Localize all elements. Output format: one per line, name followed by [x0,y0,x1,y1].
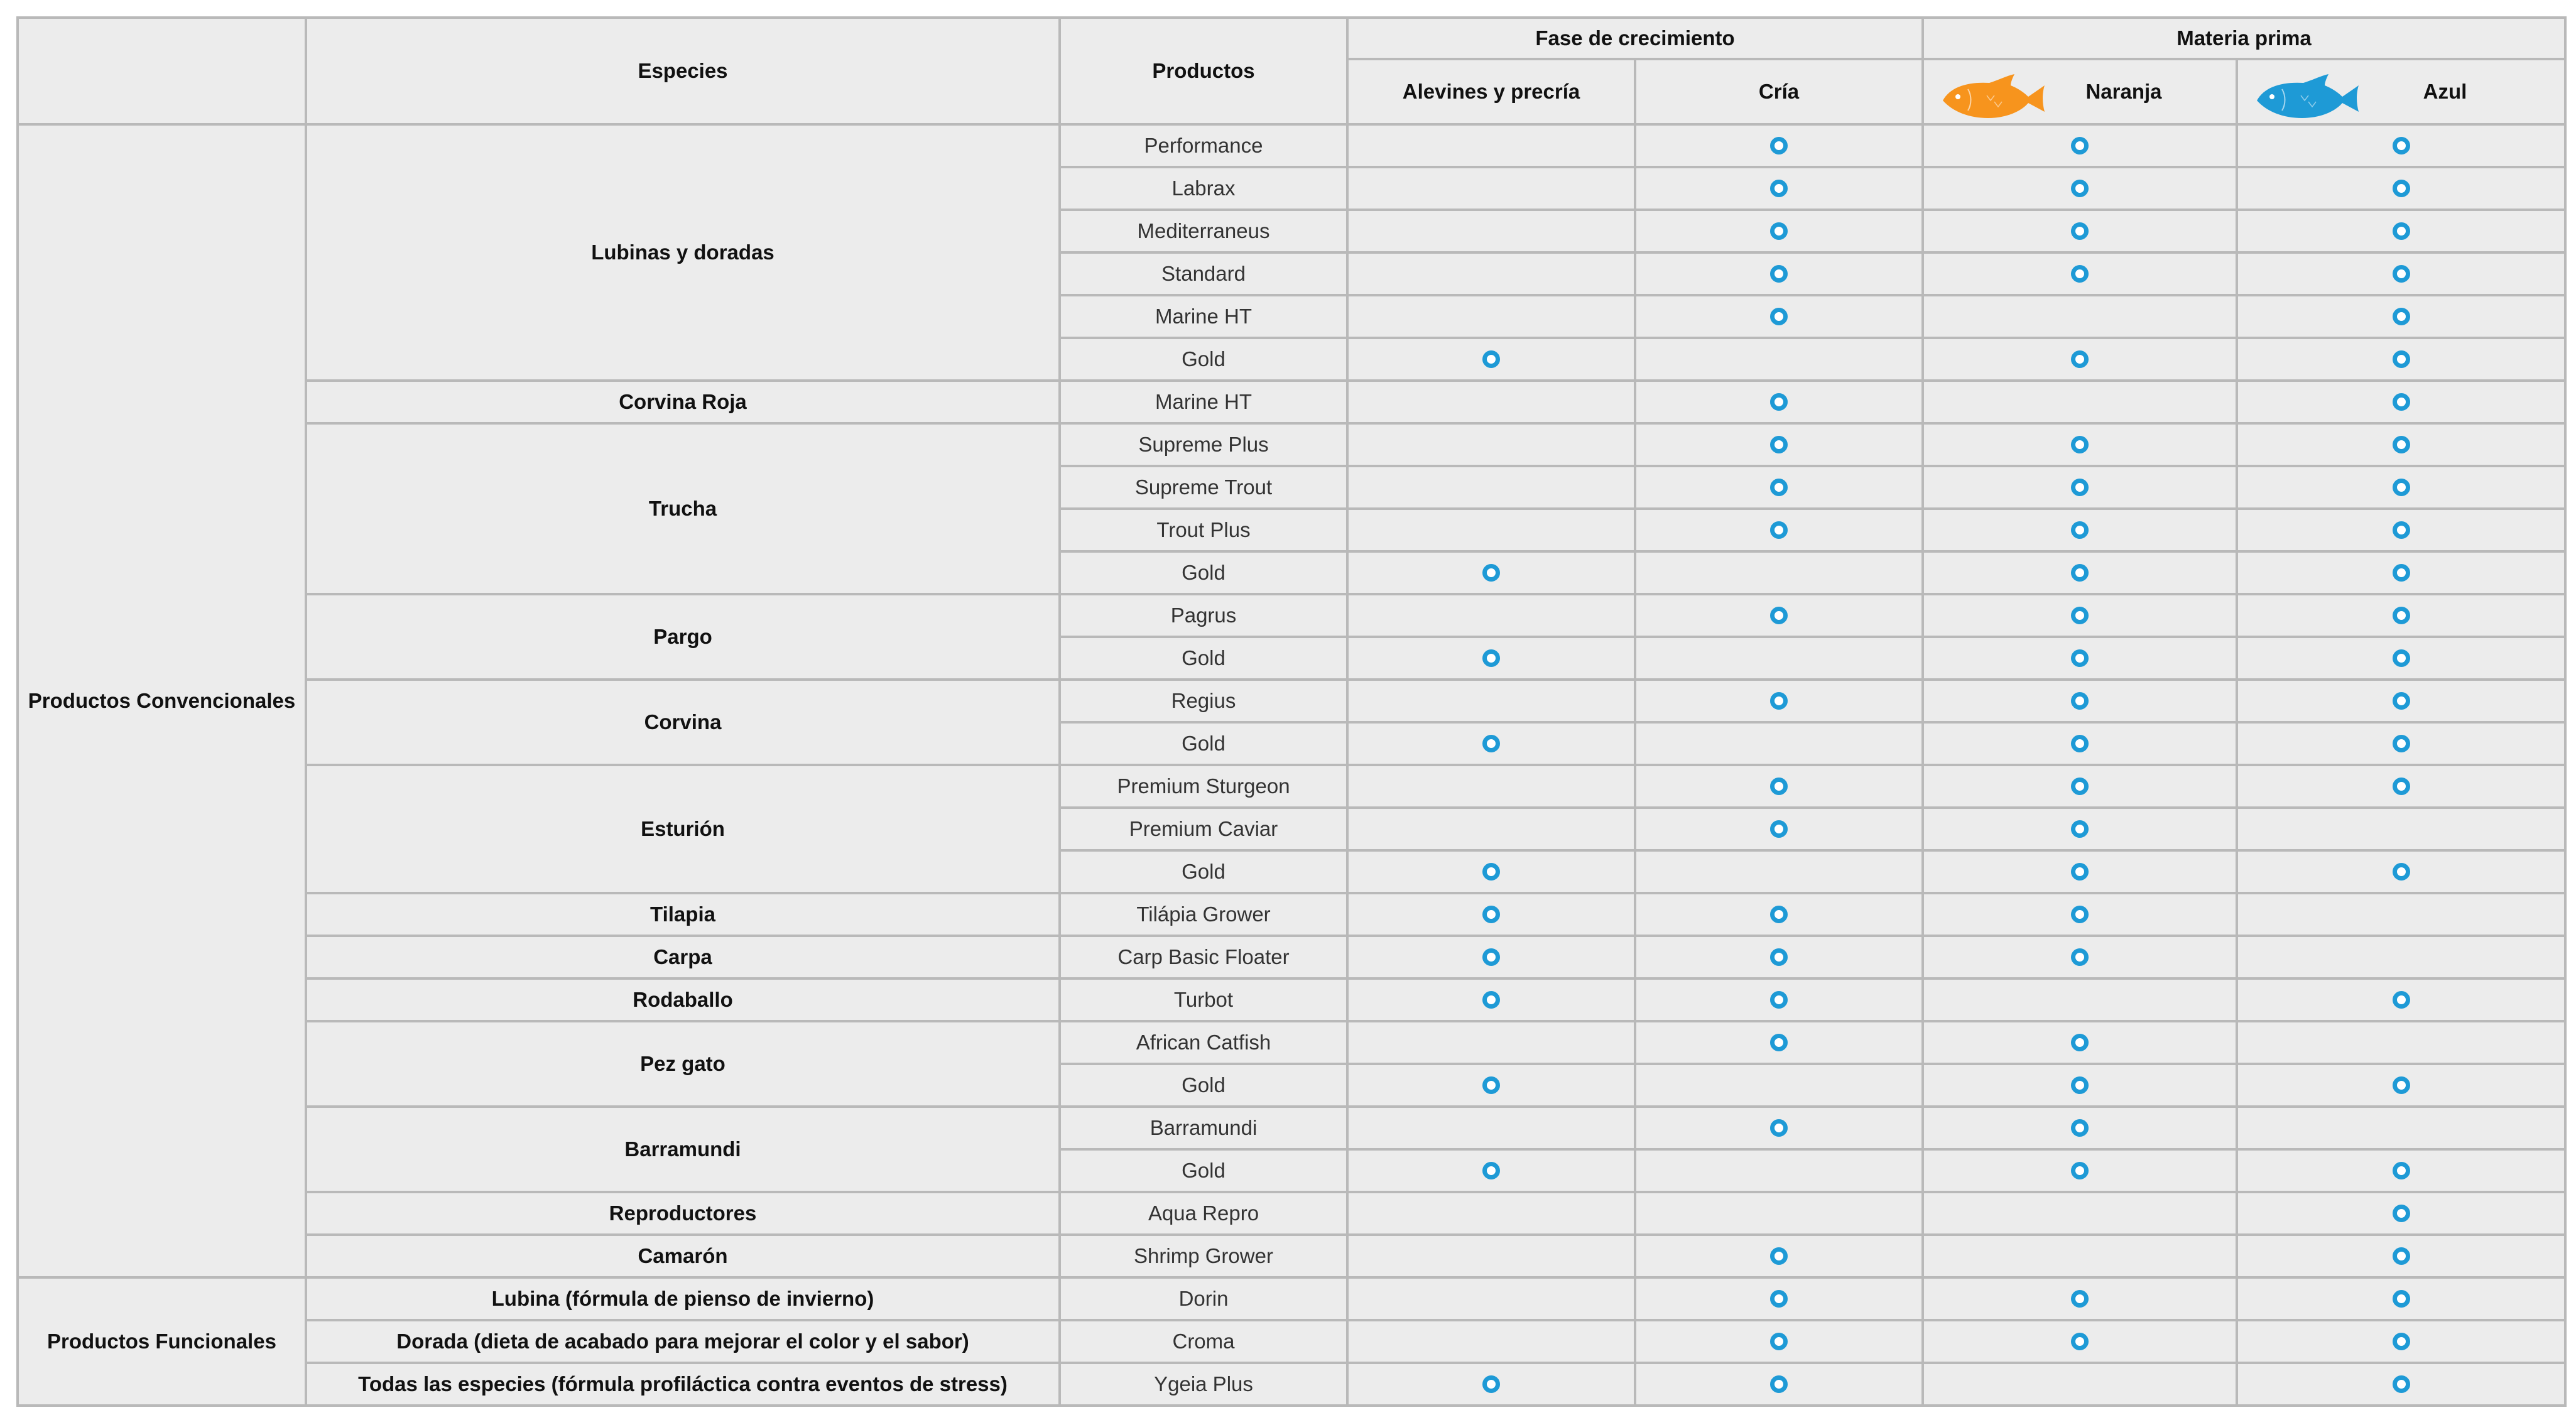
cria-cell [1635,509,1923,551]
product-cell: Supreme Trout [1060,466,1347,509]
azul-cell [2237,381,2565,423]
table-row [18,680,2565,722]
cria-cell [1635,765,1923,808]
table-row [18,594,2565,637]
availability-dot-icon [2393,1333,2410,1350]
product-cell: Gold [1060,1064,1347,1107]
product-cell: Premium Sturgeon [1060,765,1347,808]
cria-cell [1635,808,1923,850]
naranja-cell [1923,850,2237,893]
availability-dot-icon [2393,1076,2410,1094]
availability-dot-icon [1770,137,1788,154]
availability-dot-icon [2393,735,2410,752]
availability-dot-icon [2393,1290,2410,1308]
naranja-cell [1923,1235,2237,1277]
availability-dot-icon [1770,1290,1788,1308]
availability-dot-icon [2393,649,2410,667]
species-cell: Reproductores [306,1192,1060,1235]
species-cell: Corvina Roja [306,381,1060,423]
table-row [18,893,2565,936]
availability-dot-icon [2393,180,2410,197]
product-cell: Ygeia Plus [1060,1363,1347,1406]
azul-cell [2237,551,2565,594]
cria-cell [1635,1277,1923,1320]
azul-cell [2237,978,2565,1021]
availability-dot-icon [2393,607,2410,624]
species-cell: Esturión [306,765,1060,893]
naranja-cell [1923,1107,2237,1149]
availability-dot-icon [2393,863,2410,881]
cria-cell [1635,1021,1923,1064]
table-row [18,1320,2565,1363]
availability-dot-icon [1770,308,1788,325]
product-cell: Gold [1060,551,1347,594]
azul-cell [2237,1235,2565,1277]
availability-dot-icon [1482,350,1500,368]
table-row [18,1363,2565,1406]
availability-dot-icon [1770,1119,1788,1137]
availability-dot-icon [1482,1162,1500,1179]
availability-dot-icon [2071,1119,2089,1137]
azul-cell [2237,1192,2565,1235]
cria-cell [1635,850,1923,893]
availability-dot-icon [1770,479,1788,496]
naranja-cell [1923,167,2237,210]
species-cell: Carpa [306,936,1060,978]
product-cell: Carp Basic Floater [1060,936,1347,978]
cria-cell [1635,381,1923,423]
cria-cell [1635,423,1923,466]
availability-dot-icon [1770,265,1788,283]
naranja-cell [1923,210,2237,252]
availability-dot-icon [1770,393,1788,411]
alevines-cell [1347,936,1635,978]
availability-dot-icon [2071,863,2089,881]
cria-cell [1635,1320,1923,1363]
availability-dot-icon [2393,564,2410,582]
naranja-cell [1923,466,2237,509]
availability-dot-icon [2071,735,2089,752]
alevines-cell [1347,1021,1635,1064]
cria-cell [1635,1235,1923,1277]
availability-dot-icon [2071,564,2089,582]
alevines-cell [1347,808,1635,850]
table-row [18,1021,2565,1064]
alevines-cell [1347,594,1635,637]
alevines-cell [1347,722,1635,765]
availability-dot-icon [2393,1247,2410,1265]
alevines-cell [1347,295,1635,338]
azul-cell [2237,1320,2565,1363]
cria-cell [1635,978,1923,1021]
azul-cell [2237,808,2565,850]
header-azul-label: Azul [2423,80,2467,103]
naranja-cell [1923,252,2237,295]
table-row [18,1107,2565,1149]
species-cell: Barramundi [306,1107,1060,1192]
availability-dot-icon [2393,991,2410,1009]
product-cell: Regius [1060,680,1347,722]
naranja-cell [1923,893,2237,936]
table-row [18,124,2565,167]
product-cell: Trout Plus [1060,509,1347,551]
table-row [18,936,2565,978]
availability-dot-icon [2071,479,2089,496]
azul-cell [2237,893,2565,936]
azul-cell [2237,936,2565,978]
availability-dot-icon [1770,1375,1788,1393]
azul-cell [2237,1149,2565,1192]
availability-dot-icon [1770,1034,1788,1051]
azul-cell [2237,466,2565,509]
cria-cell [1635,637,1923,680]
header-fase-crecimiento: Fase de crecimiento [1347,18,1923,59]
availability-dot-icon [1770,948,1788,966]
azul-cell [2237,850,2565,893]
species-cell: Lubinas y doradas [306,124,1060,381]
availability-dot-icon [2393,1375,2410,1393]
alevines-cell [1347,1107,1635,1149]
azul-cell [2237,124,2565,167]
availability-dot-icon [2071,820,2089,838]
availability-dot-icon [1770,222,1788,240]
header-productos: Productos [1060,18,1347,124]
azul-cell [2237,637,2565,680]
header-row-top [18,18,2565,59]
cria-cell [1635,680,1923,722]
azul-cell [2237,1363,2565,1406]
cria-cell [1635,295,1923,338]
species-cell: Corvina [306,680,1060,765]
alevines-cell [1347,252,1635,295]
product-cell: Gold [1060,1149,1347,1192]
availability-dot-icon [2071,350,2089,368]
availability-dot-icon [2393,265,2410,283]
header-especies: Especies [306,18,1060,124]
availability-dot-icon [2393,521,2410,539]
header-alevines: Alevines y precría [1347,59,1635,124]
azul-cell [2237,210,2565,252]
azul-cell [2237,594,2565,637]
availability-dot-icon [2071,1076,2089,1094]
alevines-cell [1347,893,1635,936]
azul-cell [2237,1277,2565,1320]
availability-dot-icon [2393,1162,2410,1179]
table-row [18,765,2565,808]
naranja-cell [1923,594,2237,637]
product-cell: Premium Caviar [1060,808,1347,850]
alevines-cell [1347,1320,1635,1363]
alevines-cell [1347,210,1635,252]
cria-cell [1635,1363,1923,1406]
cria-cell [1635,594,1923,637]
cria-cell [1635,1149,1923,1192]
naranja-cell [1923,1192,2237,1235]
species-cell: Lubina (fórmula de pienso de invierno) [306,1277,1060,1320]
alevines-cell [1347,1235,1635,1277]
naranja-cell [1923,765,2237,808]
azul-cell [2237,680,2565,722]
species-cell: Todas las especies (fórmula profiláctica contra eventos de stress) [306,1363,1060,1406]
species-cell: Dorada (dieta de acabado para mejorar el color y el sabor) [306,1320,1060,1363]
product-cell: Gold [1060,637,1347,680]
availability-dot-icon [1482,649,1500,667]
alevines-cell [1347,338,1635,381]
cria-cell [1635,338,1923,381]
naranja-cell [1923,978,2237,1021]
naranja-cell [1923,381,2237,423]
alevines-cell [1347,381,1635,423]
species-cell: Rodaballo [306,978,1060,1021]
alevines-cell [1347,167,1635,210]
product-cell: Marine HT [1060,295,1347,338]
product-cell: Gold [1060,338,1347,381]
azul-cell [2237,1064,2565,1107]
cria-cell [1635,893,1923,936]
availability-dot-icon [2393,222,2410,240]
availability-dot-icon [1482,863,1500,881]
azul-cell [2237,295,2565,338]
azul-cell [2237,765,2565,808]
naranja-cell [1923,338,2237,381]
product-cell: Dorin [1060,1277,1347,1320]
availability-dot-icon [1770,521,1788,539]
availability-dot-icon [2071,1034,2089,1051]
alevines-cell [1347,637,1635,680]
availability-dot-icon [2393,350,2410,368]
product-cell: Croma [1060,1320,1347,1363]
availability-dot-icon [2071,692,2089,710]
availability-dot-icon [2071,1333,2089,1350]
header-azul [2237,59,2565,124]
product-cell: Supreme Plus [1060,423,1347,466]
availability-dot-icon [1770,607,1788,624]
availability-dot-icon [2071,1290,2089,1308]
corner-cell [18,18,306,124]
product-matrix-table [16,16,2567,1407]
product-cell: Gold [1060,722,1347,765]
availability-dot-icon [1482,564,1500,582]
availability-dot-icon [1770,692,1788,710]
product-cell: Labrax [1060,167,1347,210]
alevines-cell [1347,466,1635,509]
product-cell: Marine HT [1060,381,1347,423]
availability-dot-icon [1770,906,1788,923]
product-cell: Pagrus [1060,594,1347,637]
product-table-container [16,16,2564,1407]
header-cria: Cría [1635,59,1923,124]
azul-cell [2237,423,2565,466]
availability-dot-icon [2393,778,2410,795]
alevines-cell [1347,680,1635,722]
availability-dot-icon [2393,393,2410,411]
azul-cell [2237,338,2565,381]
naranja-cell [1923,1149,2237,1192]
table-row [18,381,2565,423]
azul-cell [2237,1107,2565,1149]
cria-cell [1635,551,1923,594]
product-cell: Performance [1060,124,1347,167]
availability-dot-icon [2393,308,2410,325]
cria-cell [1635,1192,1923,1235]
header-naranja [1923,59,2237,124]
naranja-cell [1923,722,2237,765]
header-materia-prima: Materia prima [1923,18,2565,59]
product-cell: Turbot [1060,978,1347,1021]
category-cell: Productos Funcionales [18,1277,306,1406]
availability-dot-icon [1482,991,1500,1009]
availability-dot-icon [1770,436,1788,453]
availability-dot-icon [1482,1076,1500,1094]
availability-dot-icon [2071,948,2089,966]
table-row [18,1192,2565,1235]
product-cell: Tilápia Grower [1060,893,1347,936]
naranja-cell [1923,637,2237,680]
product-cell: Gold [1060,850,1347,893]
species-cell: Trucha [306,423,1060,594]
alevines-cell [1347,765,1635,808]
availability-dot-icon [2071,521,2089,539]
product-cell: Standard [1060,252,1347,295]
alevines-cell [1347,423,1635,466]
cria-cell [1635,1107,1923,1149]
azul-cell [2237,722,2565,765]
naranja-cell [1923,551,2237,594]
alevines-cell [1347,1149,1635,1192]
naranja-cell [1923,295,2237,338]
availability-dot-icon [2071,607,2089,624]
availability-dot-icon [2393,479,2410,496]
availability-dot-icon [2071,649,2089,667]
alevines-cell [1347,124,1635,167]
cria-cell [1635,124,1923,167]
table-row [18,423,2565,466]
alevines-cell [1347,551,1635,594]
table-row [18,1235,2565,1277]
cria-cell [1635,167,1923,210]
species-cell: Camarón [306,1235,1060,1277]
category-cell: Productos Convencionales [18,124,306,1277]
alevines-cell [1347,509,1635,551]
cria-cell [1635,252,1923,295]
alevines-cell [1347,1277,1635,1320]
availability-dot-icon [1482,948,1500,966]
product-cell: Barramundi [1060,1107,1347,1149]
product-cell: Mediterraneus [1060,210,1347,252]
species-cell: Pez gato [306,1021,1060,1107]
naranja-cell [1923,1363,2237,1406]
azul-cell [2237,252,2565,295]
availability-dot-icon [1770,778,1788,795]
availability-dot-icon [1770,1333,1788,1350]
product-cell: Shrimp Grower [1060,1235,1347,1277]
product-cell: African Catfish [1060,1021,1347,1064]
azul-cell [2237,1021,2565,1064]
availability-dot-icon [1770,1247,1788,1265]
availability-dot-icon [1770,180,1788,197]
alevines-cell [1347,1363,1635,1406]
availability-dot-icon [2071,137,2089,154]
naranja-cell [1923,1021,2237,1064]
alevines-cell [1347,1192,1635,1235]
cria-cell [1635,936,1923,978]
naranja-cell [1923,1064,2237,1107]
alevines-cell [1347,978,1635,1021]
availability-dot-icon [2071,436,2089,453]
species-cell: Tilapia [306,893,1060,936]
availability-dot-icon [2071,222,2089,240]
availability-dot-icon [1770,820,1788,838]
availability-dot-icon [2071,265,2089,283]
product-rows [18,124,2565,1406]
availability-dot-icon [2393,1205,2410,1222]
availability-dot-icon [1482,906,1500,923]
naranja-cell [1923,423,2237,466]
azul-cell [2237,509,2565,551]
availability-dot-icon [2393,436,2410,453]
availability-dot-icon [1482,735,1500,752]
naranja-cell [1923,124,2237,167]
naranja-cell [1923,1320,2237,1363]
species-cell: Pargo [306,594,1060,680]
table-row [18,978,2565,1021]
header-naranja-label: Naranja [2085,80,2162,103]
naranja-cell [1923,808,2237,850]
cria-cell [1635,210,1923,252]
cria-cell [1635,1064,1923,1107]
table-row [18,1277,2565,1320]
availability-dot-icon [2071,778,2089,795]
cria-cell [1635,466,1923,509]
alevines-cell [1347,1064,1635,1107]
availability-dot-icon [1482,1375,1500,1393]
availability-dot-icon [2393,692,2410,710]
naranja-cell [1923,1277,2237,1320]
azul-cell [2237,167,2565,210]
alevines-cell [1347,850,1635,893]
product-cell: Aqua Repro [1060,1192,1347,1235]
cria-cell [1635,722,1923,765]
availability-dot-icon [2071,1162,2089,1179]
availability-dot-icon [1770,991,1788,1009]
availability-dot-icon [2071,906,2089,923]
availability-dot-icon [2393,137,2410,154]
availability-dot-icon [2071,180,2089,197]
naranja-cell [1923,680,2237,722]
naranja-cell [1923,509,2237,551]
naranja-cell [1923,936,2237,978]
